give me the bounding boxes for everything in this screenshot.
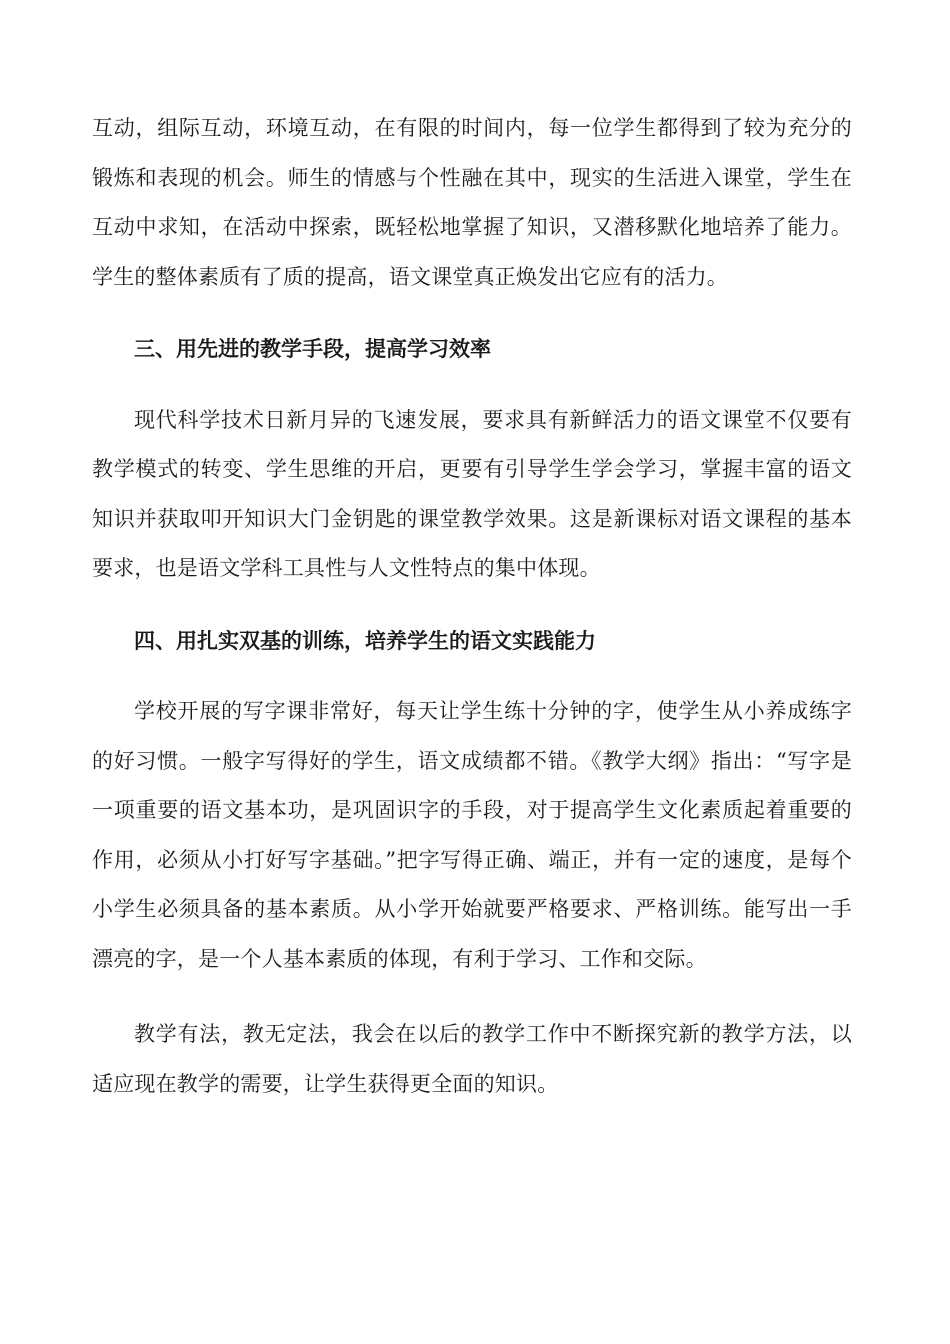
paragraph-conclusion: 教学有法，教无定法，我会在以后的教学工作中不断探究新的教学方法，以适应现在教学的需要，让学生获得更全面的知识。 bbox=[92, 1022, 852, 1096]
paragraph-technology: 现代科学技术日新月异的飞速发展，要求具有新鲜活力的语文课堂不仅要有教学模式的转变、学生思维的开启，更要有引导学生学会学习，掌握丰富的语文知识并获取叩开知识大门金钥匙的课堂教学效果。这是新课标对语文课程的基本要求，也是语文学科工具性与人文性特点的集中体现。 bbox=[92, 407, 852, 580]
document-body bbox=[92, 104, 852, 1109]
paragraph-writing: 学校开展的写字课非常好，每天让学生练十分钟的字，使学生从小养成练字的好习惯。一般字写得好的学生，语文成绩都不错。《教学大纲》指出：“写字是一项重要的语文基本功，是巩固识字的手段，对于提高学生文化素质起着重要的作用，必须从小打好写字基础。”把字写得正确、端正，并有一定的速度，是每个小学生必须具备的基本素质。从小学开始就要严格要求、严格训练。能写出一手漂亮的字，是一个人基本素质的体现，有利于学习、工作和交际。 bbox=[92, 699, 852, 971]
paragraph-continuation: 互动，组际互动，环境互动，在有限的时间内，每一位学生都得到了较为充分的锻炼和表现的机会。师生的情感与个性融在其中，现实的生活进入课堂，学生在互动中求知，在活动中探索，既轻松地掌握了知识，又潜移默化地培养了能力。学生的整体素质有了质的提高，语文课堂真正焕发出它应有的活力。 bbox=[92, 116, 852, 289]
section-heading-3: 三、用先进的教学手段，提高学习效率 bbox=[134, 336, 491, 361]
section-heading-4: 四、用扎实双基的训练，培养学生的语文实践能力 bbox=[134, 627, 596, 653]
